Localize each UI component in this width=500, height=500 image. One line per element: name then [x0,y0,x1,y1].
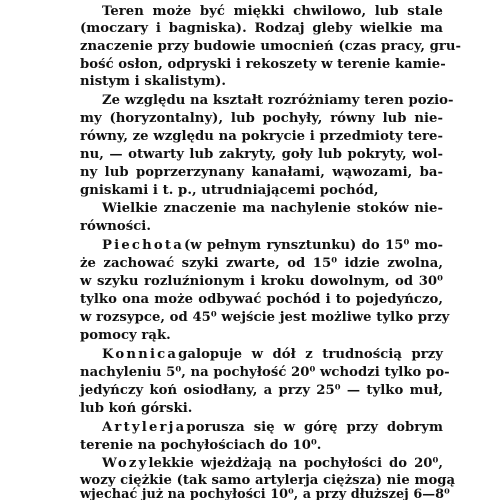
line-remainder: porusza się w górę przy dobrym [186,420,443,435]
text-line: nachyleniu 5⁰, na pochyłość 20⁰ wchodzi tylko po- [80,365,450,380]
text-line [102,347,443,363]
spaced-lead-word: Artylerja [102,420,187,435]
text-line: terenie na pochyłościach do 10⁰. [80,438,322,453]
spaced-lead-word: Wozy [102,456,149,471]
text-line: znaczenie przy budowie umocnień (czas pracy, gru- [80,39,462,54]
spaced-lead-word: Piechota [102,238,184,253]
text-line: w rozsypce, od 45⁰ wejście jest możliwe tylko przy [80,310,450,325]
text-line: lub koń górski. [80,401,193,416]
text-line: (moczary i bagniska). Rodzaj gleby wielkie ma [80,21,443,36]
text-line: bość osłon, odpryski i rekoszety w terenie kamie- [80,57,446,72]
text-line: my (horyzontalny), lub pochyły, równy lub nie- [80,111,443,126]
text-line [102,456,443,472]
spaced-lead-word: Konnica [102,347,179,362]
text-line: tylko ona może odbywać pochód i to pojedyńczo, [80,292,443,307]
text-line: równości. [80,219,151,234]
text-line: gniskami i t. p., utrudniającemi pochód, [80,183,379,198]
text-line: ny lub poprzerzynany kanałami, wąwozami, ba- [80,165,443,180]
text-line: pomocy rąk. [80,328,171,343]
text-line: w szyku rozluźnionym i kroku dowolnym, od 30⁰ [80,274,443,289]
text-line: wozy ciężkie (tak samo artylerja cięższa) nie mogą [80,473,456,488]
text-line: jedyńczy koń osiodłany, a przy 25⁰ — tylko muł, [80,383,443,398]
text-line: Ze względu na kształt rozróżniamy teren pozio- [102,93,454,108]
text-line: wjechać już na pochyłości 10⁰, a przy dłuższej 6—8⁰ [80,487,450,500]
line-remainder: galopuje w dół z trudnością przy [178,347,443,362]
text-line [102,238,443,254]
text-line: nu, — otwarty lub zakryty, goły lub pokryty, wol- [80,147,443,162]
text-line: nistym i skalistym). [80,74,227,89]
text-line [102,420,443,436]
text-line: Wielkie znaczenie ma nachylenie stoków nie- [102,201,443,216]
line-remainder: (w pełnym rynsztunku) do 15⁰ mo- [183,238,443,253]
text-line: równy, ze względu na pokrycie i przedmioty tere- [80,129,443,144]
line-remainder: lekkie wjeżdżają na pochyłości do 20⁰, [148,456,443,471]
text-line: że zachować szyki zwarte, od 15⁰ idzie zwolna, [80,256,443,271]
text-line: Teren może być miękki chwilowo, lub stale [102,4,443,19]
